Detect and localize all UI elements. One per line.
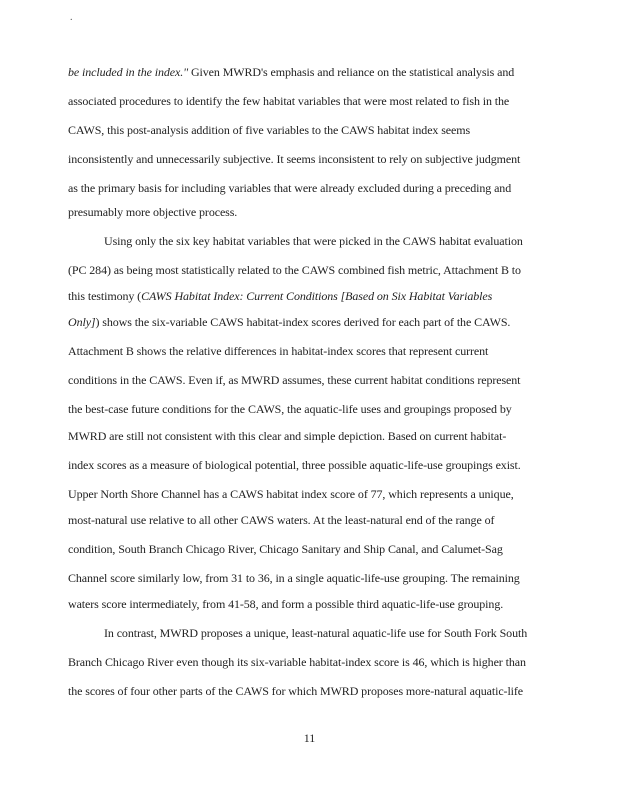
text: Attachment B shows the relative differences in habitat-index scores that represent current: [68, 344, 489, 358]
header-mark: .: [70, 12, 73, 23]
text-line-4: [68, 151, 548, 167]
text: conditions in the CAWS. Even if, as MWRD assumes, these current habitat conditions represent: [68, 373, 521, 387]
text: Given MWRD's emphasis and reliance on the statistical analysis and: [188, 65, 515, 79]
text-line-23: [68, 683, 548, 699]
text-line-10: [68, 314, 548, 330]
text-italic: CAWS Habitat Index: Current Conditions [Based on Six Habitat Variables: [141, 289, 493, 303]
text: most-natural use relative to all other CAWS waters. At the least-natural end of the range of: [68, 513, 495, 527]
text-line-22: [68, 654, 548, 670]
text-line-15: [68, 457, 548, 473]
text-line-7: [104, 233, 548, 249]
text: In contrast, MWRD proposes a unique, least-natural aquatic-life use for South Fork South: [104, 626, 528, 640]
text: the best-case future conditions for the CAWS, the aquatic-life uses and groupings proposed by: [68, 402, 512, 416]
text-line-11: [68, 343, 548, 359]
text-line-2: [68, 93, 548, 109]
text: waters score intermediately, from 41-58, and form a possible third aquatic-life-use grouping.: [68, 597, 504, 611]
text: as the primary basis for including variables that were already excluded during a preceding and: [68, 181, 512, 195]
text: associated procedures to identify the few habitat variables that were most related to fish in the: [68, 94, 510, 108]
text-line-17: [68, 512, 548, 528]
page-number: 11: [303, 731, 316, 745]
text-line-19: [68, 570, 548, 586]
text-line-1: [68, 64, 548, 80]
text-italic: be included in the index.": [68, 65, 189, 79]
text-line-5: [68, 180, 548, 196]
text: the scores of four other parts of the CAWS for which MWRD proposes more-natural aquatic-life: [68, 684, 524, 698]
text: Upper North Shore Channel has a CAWS habitat index score of 77, which represents a unique,: [68, 487, 514, 501]
text: Channel score similarly low, from 31 to 36, in a single aquatic-life-use grouping. The remaining: [68, 571, 520, 585]
text: Using only the six key habitat variables that were picked in the CAWS habitat evaluation: [104, 234, 523, 248]
text-line-6: [68, 204, 548, 220]
text-italic: Only]: [68, 315, 96, 329]
text: index scores as a measure of biological potential, three possible aquatic-life-use groupings exist.: [68, 458, 521, 472]
text: CAWS, this post-analysis addition of five variables to the CAWS habitat index seems: [68, 123, 471, 137]
text: presumably more objective process.: [68, 205, 238, 219]
text-line-16: [68, 486, 548, 502]
text-line-13: [68, 401, 548, 417]
text-line-18: [68, 541, 548, 557]
text: inconsistently and unnecessarily subjective. It seems inconsistent to rely on subjective judgment: [68, 152, 521, 166]
text: MWRD are still not consistent with this clear and simple depiction. Based on current habitat-: [68, 429, 507, 443]
text: Branch Chicago River even though its six-variable habitat-index score is 46, which is higher than: [68, 655, 526, 669]
text-line-9: [68, 288, 548, 304]
text-line-3: [68, 122, 548, 138]
text-line-14: [68, 428, 548, 444]
text: (PC 284) as being most statistically related to the CAWS combined fish metric, Attachment B to: [68, 263, 521, 277]
text: this testimony (: [68, 289, 142, 303]
text: ) shows the six-variable CAWS habitat-index scores derived for each part of the CAWS.: [95, 315, 511, 329]
text: condition, South Branch Chicago River, Chicago Sanitary and Ship Canal, and Calumet-Sag: [68, 542, 503, 556]
text-line-12: [68, 372, 548, 388]
text-line-8: [68, 262, 548, 278]
text-line-21: [104, 625, 548, 641]
text-line-20: [68, 596, 548, 612]
